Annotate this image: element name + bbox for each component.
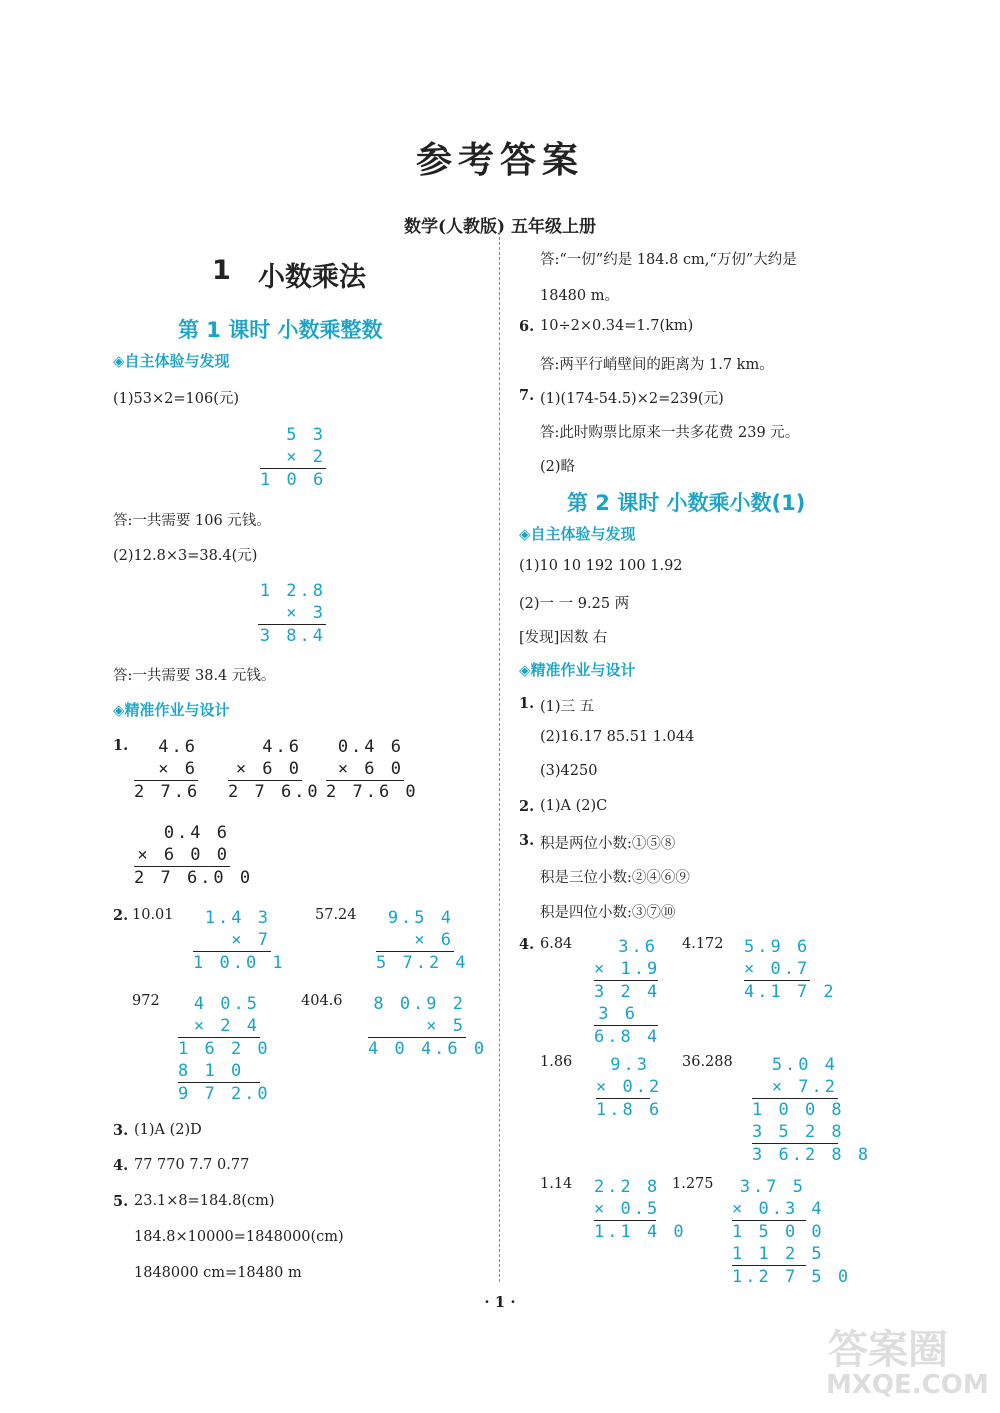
calc-line: × 6: [376, 929, 454, 952]
calc-line: 2 7 6.0 0: [134, 868, 254, 888]
calc-line: × 1.9: [594, 959, 661, 979]
vertical-calc-r4-a: [594, 936, 661, 1048]
lesson-1-title: 第 1 课时 小数乘整数: [178, 318, 383, 342]
calc-line: 6.8 4: [594, 1027, 661, 1047]
explore-2-line-1: (1)10 10 192 100 1.92: [519, 558, 683, 574]
q2-answer-b: 57.24: [315, 907, 357, 923]
calc-line: 3.6: [618, 937, 658, 957]
calc-line: 4.6: [262, 737, 302, 757]
vertical-calc-53x2: [260, 424, 326, 491]
calc-line: 3 6.2 8 8: [752, 1145, 872, 1165]
calc-line: × 2: [260, 446, 326, 469]
watermark-site: MXQE.COM: [826, 1370, 989, 1400]
watermark-logo: 答案圈: [828, 1327, 948, 1373]
calc-line: 3 2 4: [594, 982, 661, 1002]
vertical-calc-q2-b: [376, 907, 469, 974]
r4-answer-b: 4.172: [682, 936, 724, 952]
calc-line: 5 7.2 4: [376, 953, 469, 973]
vertical-calc-q2-c: [178, 993, 271, 1105]
lesson-2-title: 第 2 课时 小数乘小数(1): [567, 491, 806, 515]
calc-line: 4.6: [158, 737, 198, 757]
calc-line: 5.0 4: [771, 1055, 838, 1075]
q5-line-3: 1848000 cm=18480 m: [134, 1265, 302, 1281]
calc-line: 0.4 6: [163, 823, 230, 843]
q5-answer-line-2: 18480 m。: [540, 288, 619, 304]
calc-line: 9.5 4: [387, 908, 454, 928]
q5-line-2: 184.8×10000=1848000(cm): [134, 1229, 344, 1245]
calc-line: 1 1 2 5: [732, 1244, 825, 1264]
calc-line: × 0.7: [744, 959, 811, 979]
calc-line: × 6: [134, 758, 198, 781]
q2-answer-d: 404.6: [301, 993, 343, 1009]
calc-line: 9.3: [610, 1055, 650, 1075]
q7-answer: 答:此时购票比原来一共多花费 239 元。: [540, 425, 800, 441]
q7-equation: (1)(174-54.5)×2=239(元): [540, 391, 724, 407]
q7-number: 7.: [519, 387, 535, 404]
calc-line: × 6 0: [228, 758, 302, 781]
vertical-calc-r4-f: [732, 1176, 852, 1288]
calc-line: 5 3: [286, 425, 326, 445]
vertical-calc-r4-c: [596, 1054, 663, 1121]
section-explore-2: ◈自主体验与发现: [519, 525, 636, 543]
q4-answer: 77 770 7.7 0.77: [134, 1157, 250, 1173]
q3-answer: (1)A (2)D: [134, 1122, 202, 1138]
calc-line: × 0.5: [594, 1199, 661, 1219]
calc-line: 1.2 7 5 0: [732, 1267, 852, 1287]
calc-line: 1 2.8: [259, 581, 326, 601]
r3-number: 3.: [519, 832, 535, 849]
q5-line-1: 23.1×8=184.8(cm): [134, 1193, 275, 1209]
calc-line: × 0.2: [596, 1077, 663, 1097]
q2-answer-c: 972: [132, 993, 160, 1009]
page-title: 参考答案: [415, 139, 584, 181]
calc-line: 1 0 6: [260, 470, 327, 490]
r3-line-1: 积是两位小数:①⑤⑧: [540, 836, 676, 852]
calc-line: × 6 0 0: [134, 844, 230, 867]
vertical-calc-12.8x3: [258, 580, 326, 647]
calc-line: 4.1 7 2: [744, 982, 837, 1002]
q2-number: 2.: [113, 907, 129, 924]
vertical-calc-q1-c: [326, 736, 419, 803]
chapter-number: 1: [212, 255, 231, 286]
q1-number: 1.: [113, 737, 129, 754]
explore-1-part-2: (2)12.8×3=38.4(元): [113, 548, 258, 564]
calc-line: 2 7 6.0: [228, 782, 321, 802]
vertical-calc-q2-a: [193, 907, 286, 974]
calc-line: 1 5 0 0: [732, 1222, 825, 1242]
section-practice-2: ◈精准作业与设计: [519, 661, 636, 679]
q5-answer-line-1: 答:“一仞”约是 184.8 cm,“万仞”大约是: [540, 252, 797, 268]
calc-line: 3.7 5: [739, 1177, 806, 1197]
calc-line: 1 0.0 1: [193, 953, 286, 973]
vertical-calc-r4-d: [752, 1054, 872, 1166]
explore-2-line-2: (2)一 一 9.25 两: [519, 596, 630, 612]
calc-line: 3 8.4: [259, 626, 326, 646]
calc-line: 8 1 0: [178, 1060, 260, 1083]
column-divider: [499, 232, 500, 1282]
calc-line: 2 7.6: [134, 782, 201, 802]
r1-line-1: (1)三 五: [540, 699, 595, 715]
vertical-calc-q2-d: [368, 993, 488, 1060]
vertical-calc-r4-e: [594, 1176, 687, 1243]
r3-line-2: 积是三位小数:②④⑥⑨: [540, 870, 690, 886]
q6-equation: 10÷2×0.34=1.7(km): [540, 318, 694, 334]
calc-line: 4 0.5: [193, 994, 260, 1014]
answer-2: 答:一共需要 38.4 元钱。: [113, 668, 276, 684]
vertical-calc-r4-b: [744, 936, 837, 1003]
q2-answer-a: 10.01: [132, 907, 174, 923]
calc-line: 1.1 4 0: [594, 1222, 687, 1242]
explore-2-discovery: [发现]因数 右: [519, 630, 608, 646]
vertical-calc-q1-a: [134, 736, 201, 803]
r3-line-3: 积是四位小数:③⑦⑩: [540, 905, 676, 921]
r4-answer-a: 6.84: [540, 936, 573, 952]
chapter-title: 小数乘法: [258, 262, 366, 293]
calc-line: 2.2 8: [594, 1177, 661, 1197]
section-explore-1: ◈自主体验与发现: [113, 352, 230, 370]
r4-number: 4.: [519, 936, 535, 953]
calc-line: 0.4 6: [337, 737, 404, 757]
calc-line: 1 6 2 0: [178, 1039, 271, 1059]
calc-line: 1.8 6: [596, 1100, 663, 1120]
answer-1: 答:一共需要 106 元钱。: [113, 513, 271, 529]
r4-answer-c: 1.86: [540, 1054, 573, 1070]
vertical-calc-q1-d: [134, 822, 254, 889]
q5-number: 5.: [113, 1193, 129, 1210]
explore-1-part-1: (1)53×2=106(元): [113, 391, 240, 407]
r4-answer-e: 1.14: [540, 1176, 573, 1192]
calc-line: 9 7 2.0: [178, 1084, 271, 1104]
r1-number: 1.: [519, 695, 535, 712]
calc-line: 3 6: [594, 1003, 658, 1026]
page-number: · 1 ·: [484, 1293, 516, 1311]
calc-line: × 7.2: [752, 1076, 838, 1099]
q7-part-2: (2)略: [540, 459, 576, 475]
calc-line: 8 0.9 2: [373, 994, 466, 1014]
calc-line: × 5: [368, 1015, 466, 1038]
r2-number: 2.: [519, 798, 535, 815]
calc-line: × 6 0: [326, 758, 404, 781]
q4-number: 4.: [113, 1157, 129, 1174]
q6-answer: 答:两平行峭壁间的距离为 1.7 km。: [540, 357, 774, 373]
calc-line: 2 7.6 0: [326, 782, 419, 802]
calc-line: × 3: [258, 602, 326, 625]
q6-number: 6.: [519, 318, 535, 335]
calc-line: 1 0 0 8: [752, 1100, 845, 1120]
r2-answer: (1)A (2)C: [540, 798, 608, 814]
r4-answer-d: 36.288: [682, 1054, 733, 1070]
calc-line: 1.4 3: [204, 908, 271, 928]
calc-line: × 7: [193, 929, 271, 952]
calc-line: × 2 4: [178, 1015, 260, 1038]
calc-line: 5.9 6: [744, 937, 811, 957]
calc-line: 3 5 2 8: [752, 1122, 845, 1142]
r1-line-3: (3)4250: [540, 763, 598, 779]
section-practice-1: ◈精准作业与设计: [113, 701, 230, 719]
calc-line: × 0.3 4: [732, 1199, 825, 1219]
q3-number: 3.: [113, 1122, 129, 1139]
r1-line-2: (2)16.17 85.51 1.044: [540, 729, 695, 745]
r4-answer-f: 1.275: [672, 1176, 714, 1192]
page-subtitle: 数学(人教版) 五年级上册: [403, 217, 596, 237]
vertical-calc-q1-b: [228, 736, 321, 803]
calc-line: 4 0 4.6 0: [368, 1039, 488, 1059]
